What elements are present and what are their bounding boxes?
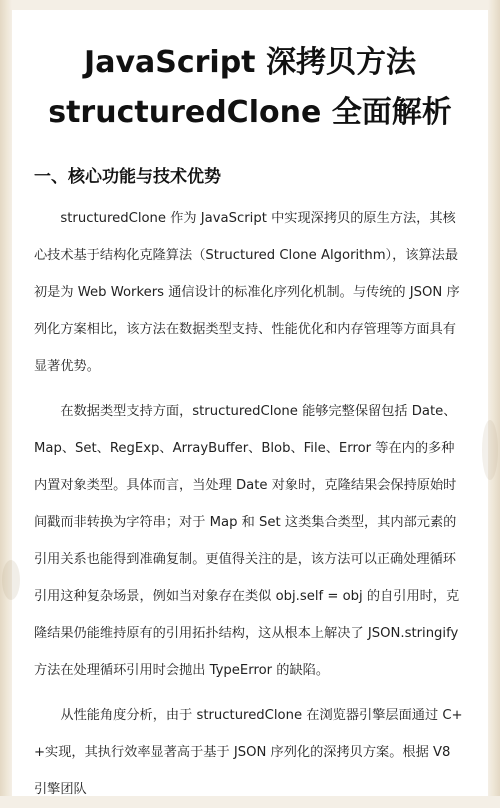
paragraph-3: 从性能角度分析，由于 structuredClone 在浏览器引擎层面通过 C++实现，其执行效率显著高于基于 JSON 序列化的深拷贝方案。根据 V8 引擎团队 <box>34 708 463 797</box>
section-heading: 一、核心功能与技术优势 <box>34 167 221 187</box>
paragraph-1: structuredClone 作为 JavaScript 中实现深拷贝的原生方法，其核心技术基于结构化克隆算法（Structured Clone Algorithm），该算法最初是为 Web Workers 通信设计的标准化序列化机制。与传统的 JSON 序列化方案相比，该方法在数据类型支持、性能优化和内存管理等方面具有显著优势。 <box>34 211 460 374</box>
title-line-2: structuredClone 全面解析 <box>48 95 452 130</box>
document-title <box>34 38 466 138</box>
document-page <box>12 10 488 796</box>
title-line-1: JavaScript 深拷贝方法 <box>84 45 416 80</box>
paragraph-2: 在数据类型支持方面，structuredClone 能够完整保留包括 Date、Map、Set、RegExp、ArrayBuffer、Blob、File、Error 等在内的多种内置对象类型。具体而言，当处理 Date 对象时，克隆结果会保持原始时间戳而非转换为字符串；对于 Map 和 Set 这类集合类型，其内部元素的引用关系也能得到准确复制。更值得关注的是，该方法可以正确处理循环引用这种复杂场景，例如当对象存在类似 obj.self = obj 的自引用时，克隆结果仍能维持原有的引用拓扑结构，这从根本上解决了 JSON.stringify 方法在处理循环引用时会抛出 TypeError 的缺陷。 <box>34 404 460 678</box>
right-border-decoration <box>488 0 500 796</box>
left-border-decoration <box>0 0 12 796</box>
